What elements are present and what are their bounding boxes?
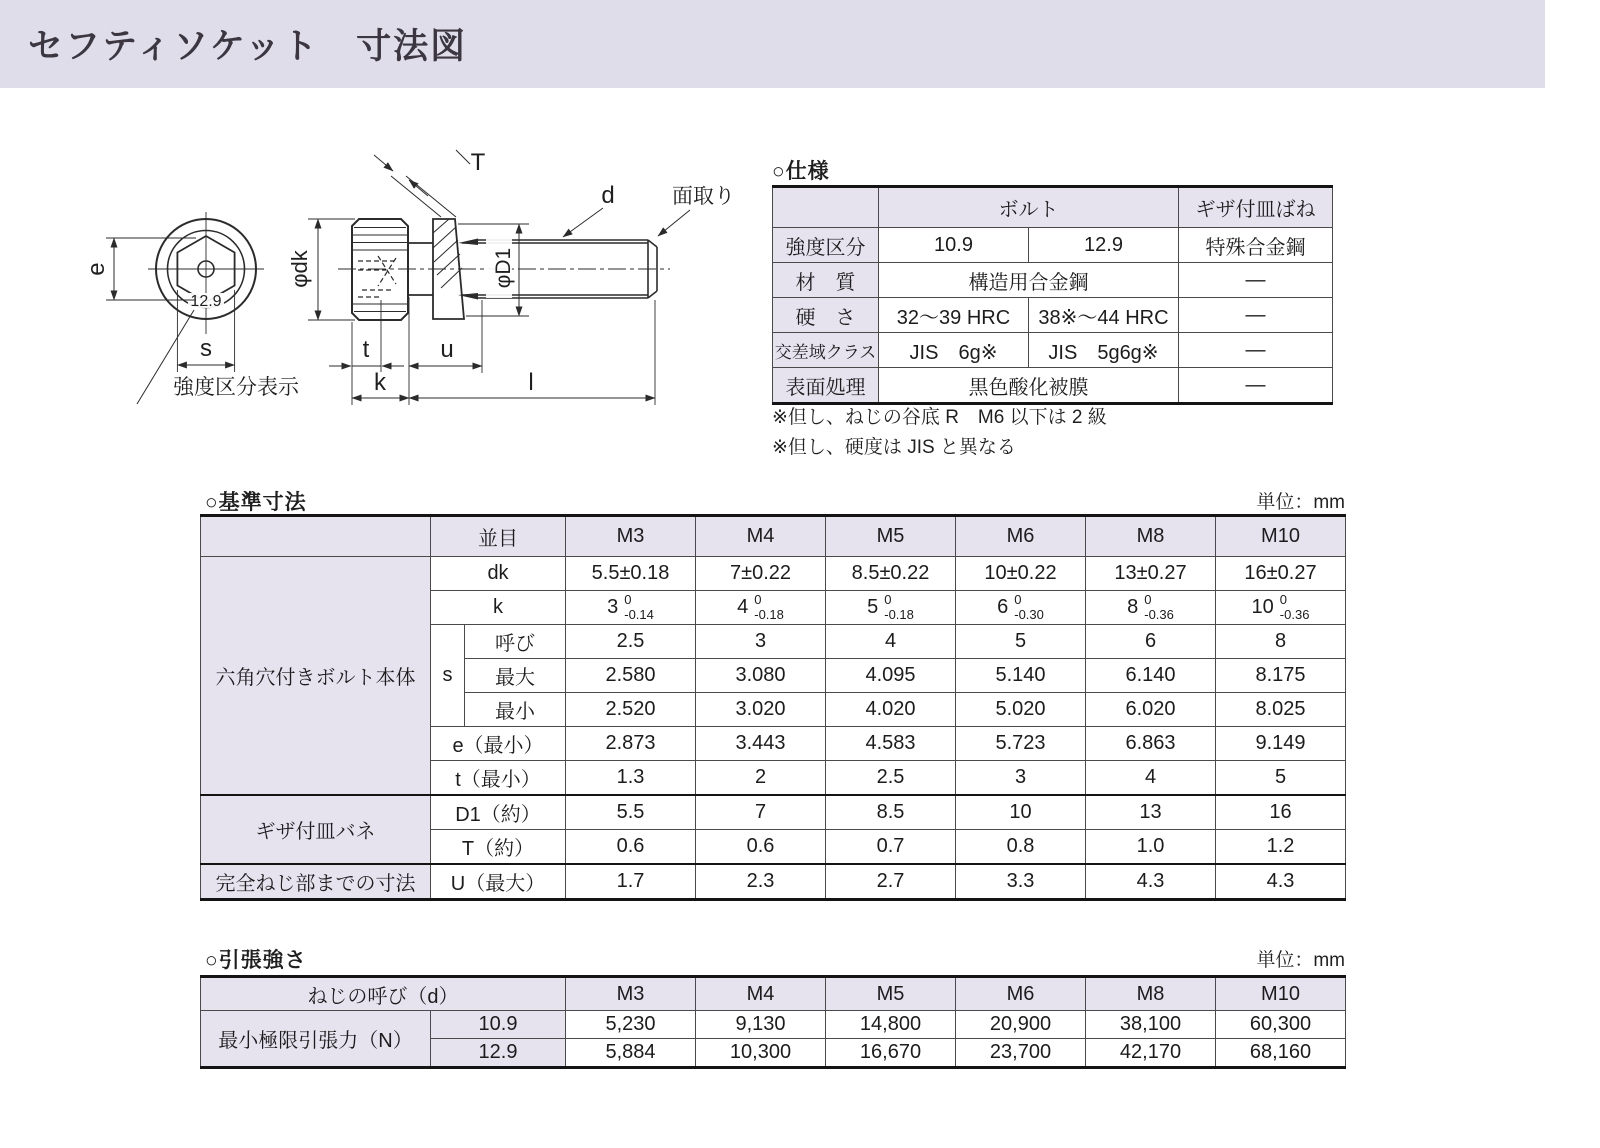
d1-dim-label: φD1 bbox=[492, 247, 515, 289]
dim-cell: 7±0.22 bbox=[696, 557, 826, 591]
dim-size-header: M4 bbox=[696, 516, 826, 557]
dim-cell: 5.5±0.18 bbox=[566, 557, 696, 591]
spec-col-washer: ギザ付皿ばね bbox=[1179, 187, 1333, 228]
dim-cell: 1.3 bbox=[566, 761, 696, 796]
dim-group-bolt: 六角穴付きボルト本体 bbox=[201, 557, 431, 796]
dim-cell: 5.020 bbox=[956, 693, 1086, 727]
dim-cell: 0.6 bbox=[566, 830, 696, 865]
dk-dim-label: φdk bbox=[287, 250, 312, 288]
dim-cell: 0.8 bbox=[956, 830, 1086, 865]
l-dim-label: l bbox=[528, 369, 534, 396]
tensile-cell: 9,130 bbox=[696, 1011, 826, 1039]
dim-cell: 6.140 bbox=[1086, 659, 1216, 693]
dim-size-header: M8 bbox=[1086, 516, 1216, 557]
dim-cell: 2.5 bbox=[566, 625, 696, 659]
spec-note-2: ※但し、硬度は JIS と異なる bbox=[772, 437, 1016, 458]
dim-row-label: k bbox=[431, 591, 566, 625]
dim-cell: 2.520 bbox=[566, 693, 696, 727]
tensile-size-header: M6 bbox=[956, 977, 1086, 1011]
dim-cell: 9.149 bbox=[1216, 727, 1346, 761]
u-dim-label: u bbox=[440, 336, 454, 363]
tensile-cell: 20,900 bbox=[956, 1011, 1086, 1039]
tensile-heading: ○引張強さ bbox=[205, 949, 307, 972]
dim-row-label: e（最小） bbox=[431, 727, 566, 761]
strength-class-label: 強度区分表示 bbox=[173, 376, 299, 399]
spec-cell: — bbox=[1179, 368, 1333, 404]
dim-cell: 6.020 bbox=[1086, 693, 1216, 727]
k-dim-label: k bbox=[374, 369, 386, 396]
side-view bbox=[287, 149, 735, 405]
dim-cell: 4.3 bbox=[1086, 864, 1216, 900]
spec-table bbox=[772, 185, 1333, 405]
dim-cell: 10±0.22 bbox=[956, 557, 1086, 591]
dim-cell: 10 bbox=[956, 795, 1086, 830]
dim-cell: 3.443 bbox=[696, 727, 826, 761]
dim-size-header: M3 bbox=[566, 516, 696, 557]
dim-cell: 5.723 bbox=[956, 727, 1086, 761]
dim-size-header: M10 bbox=[1216, 516, 1346, 557]
dim-cell: 2.580 bbox=[566, 659, 696, 693]
dim-cell: 6 0 -0.30 bbox=[956, 591, 1086, 625]
dim-unit: 単位：mm bbox=[1256, 492, 1345, 513]
spec-cell: JIS 5g6g※ bbox=[1029, 333, 1179, 368]
spec-heading: ○仕様 bbox=[772, 160, 830, 183]
tensile-cell: 16,670 bbox=[826, 1039, 956, 1068]
dim-row-label: dk bbox=[431, 557, 566, 591]
dim-heading: ○基準寸法 bbox=[205, 491, 307, 514]
thread-runout-top bbox=[458, 239, 478, 246]
strength-mark-text: 12.9 bbox=[190, 293, 222, 310]
dim-row-label: U（最大） bbox=[431, 864, 566, 900]
spec-row-label: 材 質 bbox=[773, 263, 879, 298]
dim-cell: 7 bbox=[696, 795, 826, 830]
spec-cell: JIS 6g※ bbox=[879, 333, 1029, 368]
spec-col-bolt: ボルト bbox=[879, 187, 1179, 228]
dim-cell: 8 0 -0.36 bbox=[1086, 591, 1216, 625]
page-title: セフティソケット 寸法図 bbox=[28, 27, 468, 66]
dim-cell: 13±0.27 bbox=[1086, 557, 1216, 591]
dim-cell: 13 bbox=[1086, 795, 1216, 830]
dim-group-washer: ギザ付皿バネ bbox=[201, 795, 431, 864]
dim-cell: 3.020 bbox=[696, 693, 826, 727]
dim-cell: 2 bbox=[696, 761, 826, 796]
dim-row-label: D1（約） bbox=[431, 795, 566, 830]
dim-cell: 4.583 bbox=[826, 727, 956, 761]
dim-cell: 2.7 bbox=[826, 864, 956, 900]
dim-cell: 2.3 bbox=[696, 864, 826, 900]
dim-cell: 4 bbox=[1086, 761, 1216, 796]
dim-cell: 6 bbox=[1086, 625, 1216, 659]
front-view bbox=[83, 212, 300, 404]
dim-row-label: 呼び bbox=[465, 625, 566, 659]
dim-cell: 5 bbox=[1216, 761, 1346, 796]
spec-row-label: 硬 さ bbox=[773, 298, 879, 333]
tensile-cell: 23,700 bbox=[956, 1039, 1086, 1068]
spec-cell: 32〜39 HRC bbox=[879, 298, 1029, 333]
dim-cell: 4 0 -0.18 bbox=[696, 591, 826, 625]
dim-corner-cell bbox=[201, 516, 431, 557]
chamfer-label: 面取り bbox=[672, 185, 735, 208]
dim-row-label: T（約） bbox=[431, 830, 566, 865]
dim-cell: 4.020 bbox=[826, 693, 956, 727]
dim-cell: 1.7 bbox=[566, 864, 696, 900]
tensile-cell: 5,230 bbox=[566, 1011, 696, 1039]
d-dim-label: d bbox=[601, 182, 615, 209]
tensile-cell: 14,800 bbox=[826, 1011, 956, 1039]
tensile-cell: 38,100 bbox=[1086, 1011, 1216, 1039]
spec-cell: 12.9 bbox=[1029, 228, 1179, 263]
spec-cell: 10.9 bbox=[879, 228, 1029, 263]
dimension-table bbox=[200, 514, 1346, 901]
title-band bbox=[0, 0, 1545, 88]
tensile-row-label: 12.9 bbox=[431, 1039, 566, 1068]
dim-s-label: s bbox=[431, 625, 465, 727]
dim-cell: 5 0 -0.18 bbox=[826, 591, 956, 625]
tensile-table bbox=[200, 975, 1346, 1069]
dim-cell: 16 bbox=[1216, 795, 1346, 830]
spec-cell: 黒色酸化被膜 bbox=[879, 368, 1179, 404]
tensile-cell: 5,884 bbox=[566, 1039, 696, 1068]
tensile-size-header: M3 bbox=[566, 977, 696, 1011]
dim-size-header: M6 bbox=[956, 516, 1086, 557]
dim-cell: 16±0.27 bbox=[1216, 557, 1346, 591]
spec-corner-cell bbox=[773, 187, 879, 228]
dim-cell: 3.3 bbox=[956, 864, 1086, 900]
tensile-header-label: ねじの呼び（d） bbox=[201, 977, 566, 1011]
tensile-unit: 単位：mm bbox=[1256, 950, 1345, 971]
socket-hidden-lines bbox=[358, 256, 396, 297]
dim-cell: 0.6 bbox=[696, 830, 826, 865]
dim-cell: 5.140 bbox=[956, 659, 1086, 693]
tensile-size-header: M8 bbox=[1086, 977, 1216, 1011]
bolt-drawing bbox=[60, 140, 780, 430]
spec-cell: — bbox=[1179, 263, 1333, 298]
spec-cell: — bbox=[1179, 298, 1333, 333]
dim-cell: 2.5 bbox=[826, 761, 956, 796]
t-dim-label: t bbox=[362, 336, 370, 363]
dim-cell: 4 bbox=[826, 625, 956, 659]
dim-row-label: 最大 bbox=[465, 659, 566, 693]
dim-cell: 6.863 bbox=[1086, 727, 1216, 761]
dim-cell: 10 0 -0.36 bbox=[1216, 591, 1346, 625]
dim-size-header: M5 bbox=[826, 516, 956, 557]
dim-cell: 8.025 bbox=[1216, 693, 1346, 727]
dim-cell: 8.5 bbox=[826, 795, 956, 830]
dim-group-full-thread: 完全ねじ部までの寸法 bbox=[201, 864, 431, 900]
spec-row-label: 強度区分 bbox=[773, 228, 879, 263]
dim-row-label: 最小 bbox=[465, 693, 566, 727]
spec-row-label: 表面処理 bbox=[773, 368, 879, 404]
spec-row-label: 交差域クラス bbox=[773, 333, 879, 368]
dim-cell: 4.095 bbox=[826, 659, 956, 693]
tensile-cell: 10,300 bbox=[696, 1039, 826, 1068]
dim-cell: 5 bbox=[956, 625, 1086, 659]
tensile-size-header: M5 bbox=[826, 977, 956, 1011]
extension-lines bbox=[352, 297, 655, 405]
dim-row-label: t（最小） bbox=[431, 761, 566, 796]
spec-note-1: ※但し、ねじの谷底 R M6 以下は 2 級 bbox=[772, 407, 1107, 428]
dim-cell: 1.2 bbox=[1216, 830, 1346, 865]
t-thickness-label: T bbox=[470, 149, 486, 176]
s-dim-label: s bbox=[200, 335, 212, 362]
dim-cell: 3 bbox=[956, 761, 1086, 796]
dim-cell: 0.7 bbox=[826, 830, 956, 865]
dim-cell: 3 bbox=[696, 625, 826, 659]
spec-cell: 38※〜44 HRC bbox=[1029, 298, 1179, 333]
dim-cell: 8 bbox=[1216, 625, 1346, 659]
spec-cell: — bbox=[1179, 333, 1333, 368]
tensile-size-header: M4 bbox=[696, 977, 826, 1011]
dim-cell: 5.5 bbox=[566, 795, 696, 830]
tensile-cell: 68,160 bbox=[1216, 1039, 1346, 1068]
spec-cell: 構造用合金鋼 bbox=[879, 263, 1179, 298]
dim-cell: 8.5±0.22 bbox=[826, 557, 956, 591]
tensile-size-header: M10 bbox=[1216, 977, 1346, 1011]
dim-cell: 3 0 -0.14 bbox=[566, 591, 696, 625]
tensile-cell: 42,170 bbox=[1086, 1039, 1216, 1068]
dim-cell: 4.3 bbox=[1216, 864, 1346, 900]
tensile-group-label: 最小極限引張力（N） bbox=[201, 1011, 431, 1068]
dim-thread-type: 並目 bbox=[431, 516, 566, 557]
dim-cell: 2.873 bbox=[566, 727, 696, 761]
spec-cell: 特殊合金鋼 bbox=[1179, 228, 1333, 263]
tensile-cell: 60,300 bbox=[1216, 1011, 1346, 1039]
dim-cell: 3.080 bbox=[696, 659, 826, 693]
dim-cell: 1.0 bbox=[1086, 830, 1216, 865]
dim-cell: 8.175 bbox=[1216, 659, 1346, 693]
e-dim-label: e bbox=[83, 262, 110, 276]
tensile-row-label: 10.9 bbox=[431, 1011, 566, 1039]
